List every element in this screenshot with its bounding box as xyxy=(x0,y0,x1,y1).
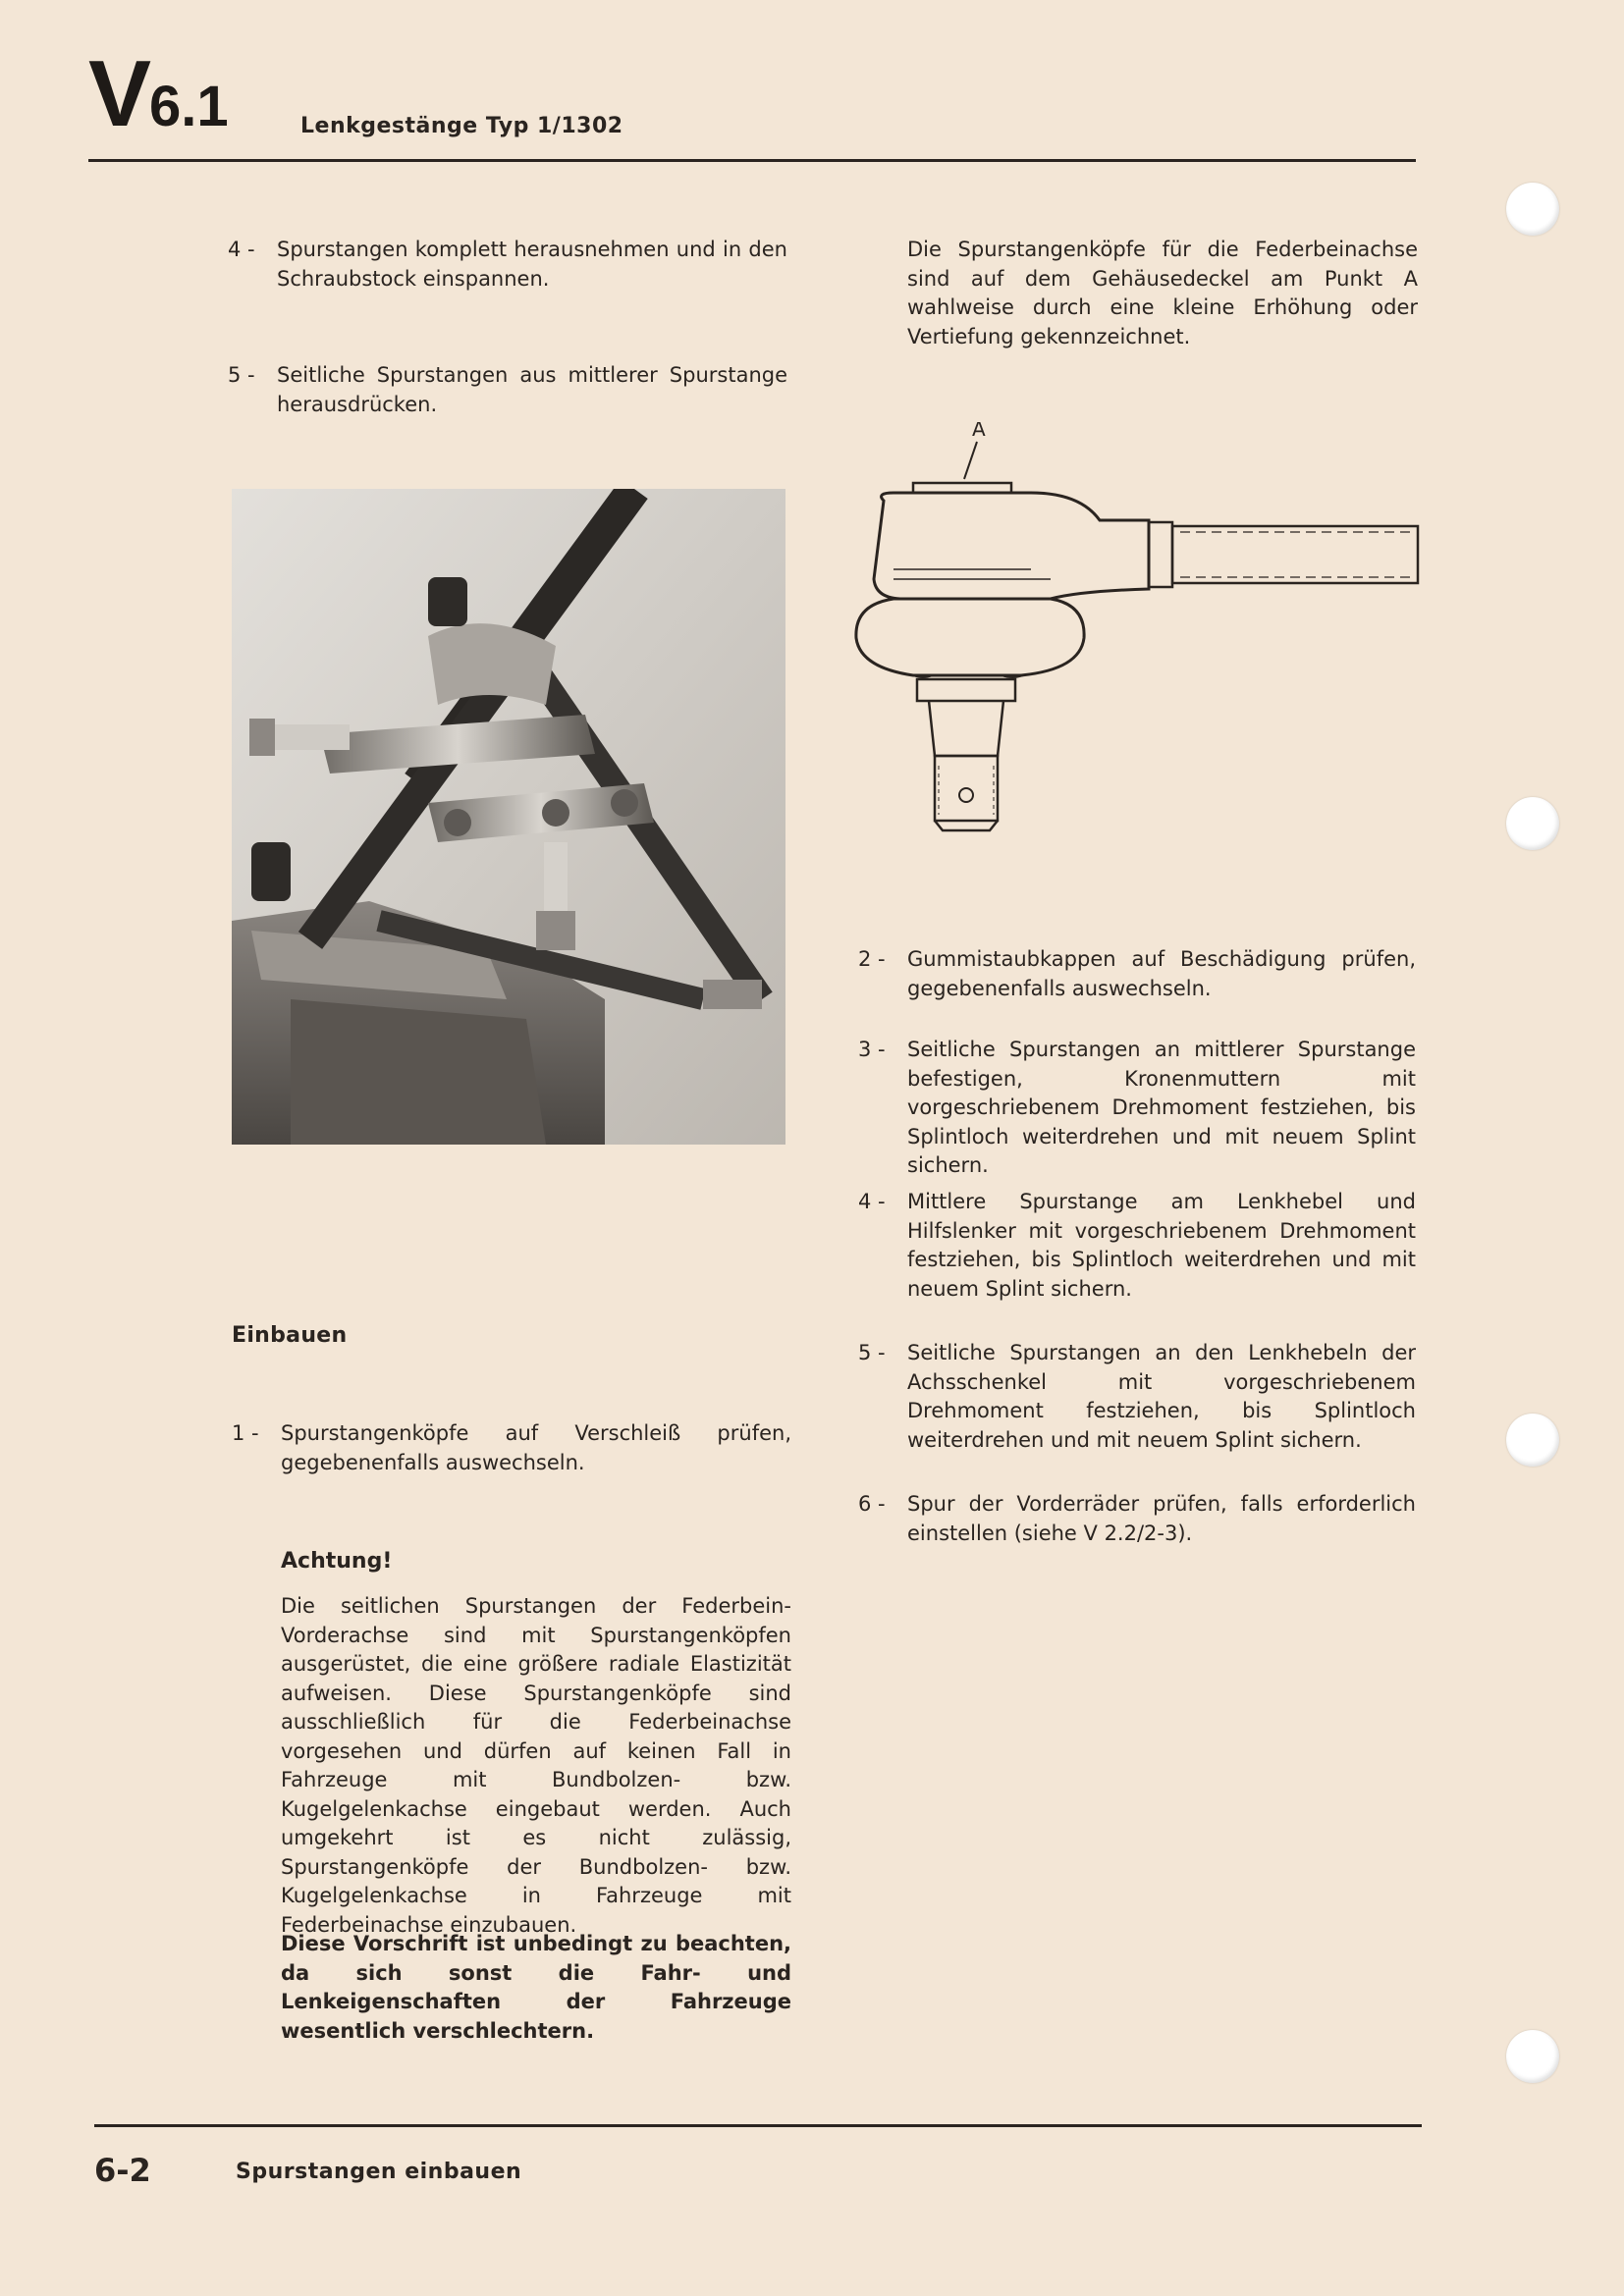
step-number: 3 - xyxy=(858,1038,886,1061)
step-number: 4 - xyxy=(858,1190,886,1213)
step-number: 1 - xyxy=(232,1421,259,1445)
warning-text: Die seitlichen Spurstangen der Federbein-Vorderachse sind mit Spurstangenköpfen ausgerüstet, die eine größere radiale Elastizität aufweisen. Diese Spurstangenköpfe sind ausschließlich für die Federbeinachse vorgesehen und dürfen auf keinen Fall in Fahrzeuge mit Bundbolzen- bzw. Kugelgelenkachse eingebaut werden. Auch umgekehrt ist es nicht zulässig, Spurstangenköpfe der Bundbolzen- bzw. Kugelgelenkachse in Fahrzeuge mit Federbeinachse einzubauen. xyxy=(281,1594,791,1937)
step-number: 4 - xyxy=(228,238,255,261)
page-title: Lenkgestänge Typ 1/1302 xyxy=(300,114,623,138)
section-heading-install: Einbauen xyxy=(232,1323,348,1348)
shank-collar xyxy=(1149,522,1172,587)
step-number: 6 - xyxy=(858,1492,886,1516)
install-step-4 xyxy=(858,1188,1416,1304)
install-step-5 xyxy=(858,1339,1416,1455)
step-text: Spurstangen komplett herausnehmen und in den Schraubstock einspannen. xyxy=(277,238,787,291)
removal-step-5 xyxy=(228,361,787,419)
step-text: Seitliche Spurstangen an mittlerer Spurstange befestigen, Kronenmuttern mit vorgeschriebenem Drehmoment festziehen, bis Splintloch weiterdrehen und mit neuem Splint sichern. xyxy=(907,1038,1416,1177)
footer-section-title: Spurstangen einbauen xyxy=(236,2160,522,2184)
tie-rod-end-diagram xyxy=(854,422,1424,844)
step-text: Mittlere Spurstange am Lenkhebel und Hilfslenker mit vorgeschriebenem Drehmoment festziehen, bis Splintloch weiterdrehen und mit neuem Splint sichern. xyxy=(907,1190,1416,1301)
removal-step-4 xyxy=(228,236,787,294)
page-number: 6-2 xyxy=(94,2152,151,2189)
header-rule xyxy=(88,159,1416,162)
punch-hole xyxy=(1506,797,1559,850)
step-text: Spur der Vorderräder prüfen, falls erforderlich einstellen (siehe V 2.2/2-3). xyxy=(907,1492,1416,1545)
chapter-code xyxy=(88,41,229,146)
tie-rod-end-note: Die Spurstangenköpfe für die Federbeinachse sind auf dem Gehäusedeckel am Punkt A wahlweise durch eine kleine Erhöhung oder Vertiefung gekennzeichnet. xyxy=(907,238,1418,348)
install-step-2 xyxy=(858,945,1416,1003)
punch-hole xyxy=(1506,1414,1559,1467)
step-text: Seitliche Spurstangen aus mittlerer Spurstange herausdrücken. xyxy=(277,363,787,416)
step-number: 5 - xyxy=(858,1341,886,1364)
step-number: 2 - xyxy=(858,947,886,971)
chapter-code-letter: V xyxy=(88,41,150,146)
pin-collar xyxy=(917,679,1015,701)
chapter-code-number: 6.1 xyxy=(149,75,229,138)
step-text: Spurstangenköpfe auf Verschleiß prüfen, gegebenenfalls auswechseln. xyxy=(281,1421,791,1474)
warning-emphasis: Diese Vorschrift ist unbedingt zu beachten, da sich sonst die Fahr- und Lenkeigenschaften der Fahrzeuge wesentlich verschlechtern. xyxy=(281,1932,791,2043)
punch-hole xyxy=(1506,2030,1559,2083)
rubber-boot xyxy=(856,599,1084,675)
install-step-1 xyxy=(232,1419,791,1477)
install-step-6 xyxy=(858,1490,1416,1548)
footer-rule xyxy=(94,2124,1422,2127)
step-text: Gummistaubkappen auf Beschädigung prüfen, gegebenenfalls auswechseln. xyxy=(907,947,1416,1000)
cotter-pin-hole xyxy=(959,788,973,802)
photo-tie-rod-puller xyxy=(232,489,785,1145)
punch-hole xyxy=(1506,183,1559,236)
marking-point-label: A xyxy=(972,422,986,441)
warning-title: Achtung! xyxy=(281,1549,393,1574)
photo-illustration xyxy=(232,489,785,1145)
pin-tip xyxy=(935,821,998,830)
housing xyxy=(874,493,1149,599)
threaded-shank xyxy=(1172,526,1418,583)
install-step-3 xyxy=(858,1036,1416,1181)
step-text: Seitliche Spurstangen an den Lenkhebeln der Achsschenkel mit vorgeschriebenem Drehmoment festziehen, bis Splintloch weiterdrehen und mit neuem Splint sichern. xyxy=(907,1341,1416,1452)
pin-taper xyxy=(929,701,1003,756)
step-number: 5 - xyxy=(228,363,255,387)
leader-line xyxy=(964,442,977,479)
